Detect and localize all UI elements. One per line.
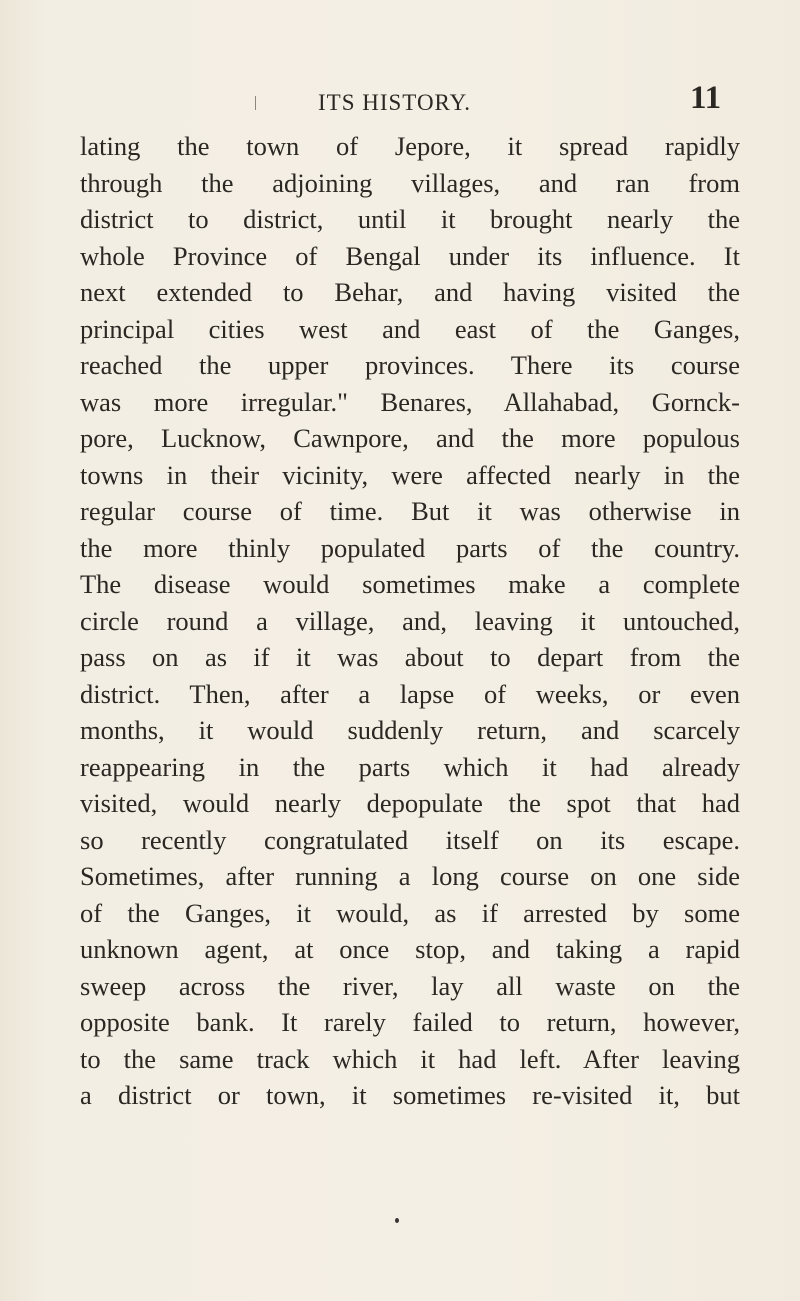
text-line: district to district, until it brought nearly the — [80, 204, 740, 234]
text-line: so recently congratulated itself on its escape. — [80, 824, 740, 855]
text-line: towns in their vicinity, were affected nearly in the — [80, 459, 740, 490]
text-line: district. Then, after a lapse of weeks, or even — [80, 678, 740, 709]
page-header — [0, 80, 800, 120]
text-line: Sometimes, after running a long course on one side — [80, 861, 740, 891]
text-line: was more irregular." Benares, Allahabad, Gornck- — [80, 386, 740, 417]
text-line: unknown agent, at once stop, and taking a rapid — [80, 934, 740, 964]
text-line: visited, would nearly depopulate the spot that had — [80, 788, 740, 818]
text-line: pass on as if it was about to depart from the — [80, 642, 740, 672]
text-line: of the Ganges, it would, as if arrested by some — [80, 897, 740, 928]
text-line: a district or town, it sometimes re-visited it, but — [80, 1080, 740, 1110]
text-line: reappearing in the parts which it had already — [80, 751, 740, 782]
text-line: to the same track which it had left. After leaving — [80, 1043, 740, 1074]
text-line: sweep across the river, lay all waste on the — [80, 970, 740, 1001]
body-text — [80, 128, 740, 1114]
text-line: whole Province of Bengal under its influence. It — [80, 240, 740, 271]
text-line: regular course of time. But it was otherwise in — [80, 496, 740, 526]
ink-speck — [395, 1218, 399, 1223]
page-number: 11 — [690, 80, 722, 116]
text-line: the more thinly populated parts of the country. — [80, 532, 740, 563]
running-head: ITS HISTORY. — [318, 90, 472, 115]
text-line: lating the town of Jepore, it spread rapidly — [80, 131, 740, 161]
text-line: circle round a village, and, leaving it untouched, — [80, 605, 740, 636]
text-line: through the adjoining villages, and ran from — [80, 167, 740, 198]
text-line: reached the upper provinces. There its course — [80, 350, 740, 380]
text-line: principal cities west and east of the Ganges, — [80, 313, 740, 344]
text-line: The disease would sometimes make a complete — [80, 569, 740, 599]
text-line: next extended to Behar, and having visited the — [80, 277, 740, 307]
text-line: opposite bank. It rarely failed to return, however, — [80, 1007, 740, 1037]
text-line: months, it would suddenly return, and scarcely — [80, 715, 740, 745]
text-line: pore, Lucknow, Cawnpore, and the more populous — [80, 423, 740, 453]
